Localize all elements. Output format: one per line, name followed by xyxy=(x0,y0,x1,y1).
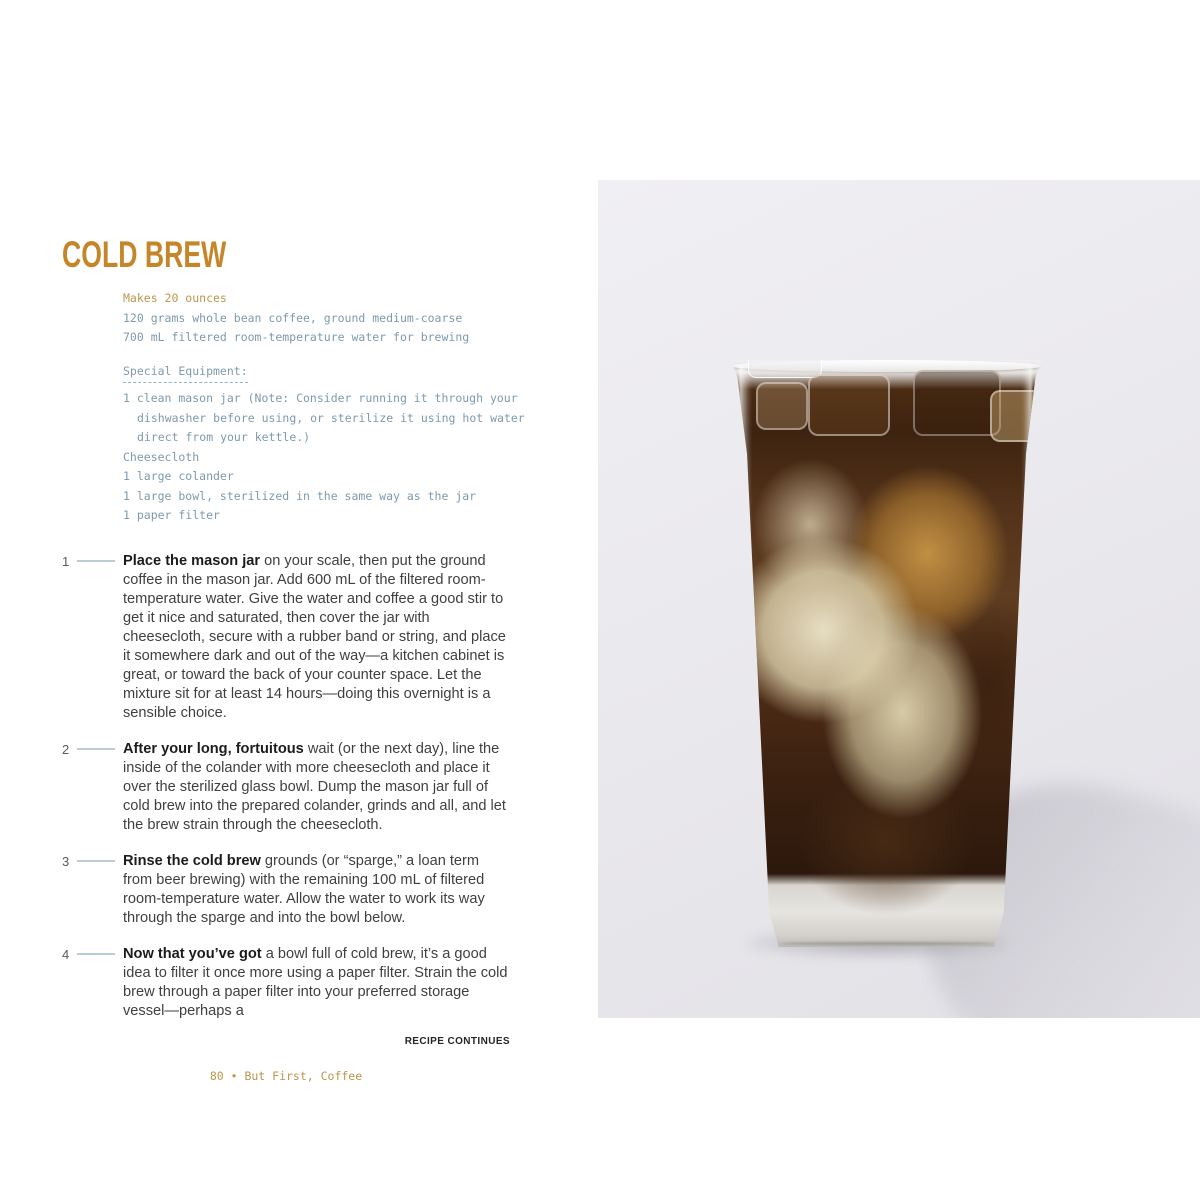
step-rule xyxy=(77,953,115,955)
step-row xyxy=(62,945,510,1021)
step-number: 1 xyxy=(62,553,70,569)
step-rule xyxy=(77,860,115,862)
step-body: wait (or the next day), line the inside of the colander with more cheesecloth and place it over the sterilized glass bowl. Dump the mason jar full of cold brew into the prepared colander, grinds and all, and let the brew strain through the cheesecloth. xyxy=(123,740,506,833)
step-text xyxy=(123,945,510,1021)
equipment-heading: Special Equipment: xyxy=(123,362,248,384)
equipment-line: dishwasher before using, or sterilize it using hot water xyxy=(137,410,525,425)
step-rule xyxy=(77,748,115,750)
step-lead: After your long, fortuitous xyxy=(123,740,304,757)
recipe-yield: Makes 20 ounces xyxy=(123,291,227,305)
step-body: grounds (or “sparge,” a loan term from beer brewing) with the remaining 100 mL of filtered room-temperature water. Allow the water to work its way through the sparge and into the bowl below. xyxy=(123,852,485,926)
step-lead: Rinse the cold brew xyxy=(123,852,261,869)
step-row xyxy=(62,852,510,928)
ice-cube xyxy=(756,382,808,430)
equipment-line: 1 clean mason jar (Note: Consider running it through your xyxy=(123,391,518,405)
step-lead: Now that you’ve got xyxy=(123,945,262,962)
ingredient-line: 700 mL filtered room-temperature water for brewing xyxy=(123,330,470,344)
glass-base xyxy=(779,942,995,945)
step-row xyxy=(62,552,510,723)
equipment-line: 1 large colander xyxy=(123,469,234,483)
iced-coffee-photo xyxy=(598,180,1200,1018)
step-number: 2 xyxy=(62,741,70,757)
step-text xyxy=(123,852,510,928)
equipment-line: 1 paper filter xyxy=(123,508,220,522)
recipe-page xyxy=(62,234,525,1083)
equipment-line: direct from your kettle.) xyxy=(137,430,311,444)
step-rule xyxy=(77,560,115,562)
ingredient-line: 120 grams whole bean coffee, ground medium-coarse xyxy=(123,310,463,325)
instruction-steps xyxy=(62,552,510,1021)
equipment-line: Cheesecloth xyxy=(123,449,200,464)
step-row xyxy=(62,740,510,835)
cold-brew-glass xyxy=(728,360,1045,947)
step-number: 3 xyxy=(62,853,70,869)
ice-cube xyxy=(913,370,1001,436)
step-number: 4 xyxy=(62,946,70,962)
ice-cube xyxy=(990,390,1046,442)
step-body: on your scale, then put the ground coffee in the mason jar. Add 600 mL of the filtered room-temperature water. Give the water and coffee a good stir to get it nice and saturated, then cover the jar with cheesecloth, secure with a rubber band or string, and place it somewhere dark and out of the way—a kitchen cabinet is great, or toward the back of your counter space. Let the mixture sit for at least 14 hours—doing this overnight is a sensible choice. xyxy=(123,552,506,721)
recipe-meta xyxy=(123,289,510,348)
step-text xyxy=(123,552,510,723)
ice-cube xyxy=(748,346,822,378)
recipe-title: COLD BREW xyxy=(62,234,227,275)
page-footer: 80 • But First, Coffee xyxy=(209,1068,363,1083)
equipment-line: 1 large bowl, sterilized in the same way as the jar xyxy=(123,488,477,503)
step-text xyxy=(123,740,510,835)
step-body: a bowl full of cold brew, it’s a good idea to filter it once more using a paper filter. Strain the cold brew through a paper filter into your preferred storage vessel—perhaps a xyxy=(123,945,508,1019)
ice-cube xyxy=(808,374,890,436)
equipment-section xyxy=(123,362,525,526)
step-lead: Place the mason jar xyxy=(123,552,261,569)
glass-highlight xyxy=(739,366,752,917)
recipe-continues-label: RECIPE CONTINUES xyxy=(404,1035,510,1047)
